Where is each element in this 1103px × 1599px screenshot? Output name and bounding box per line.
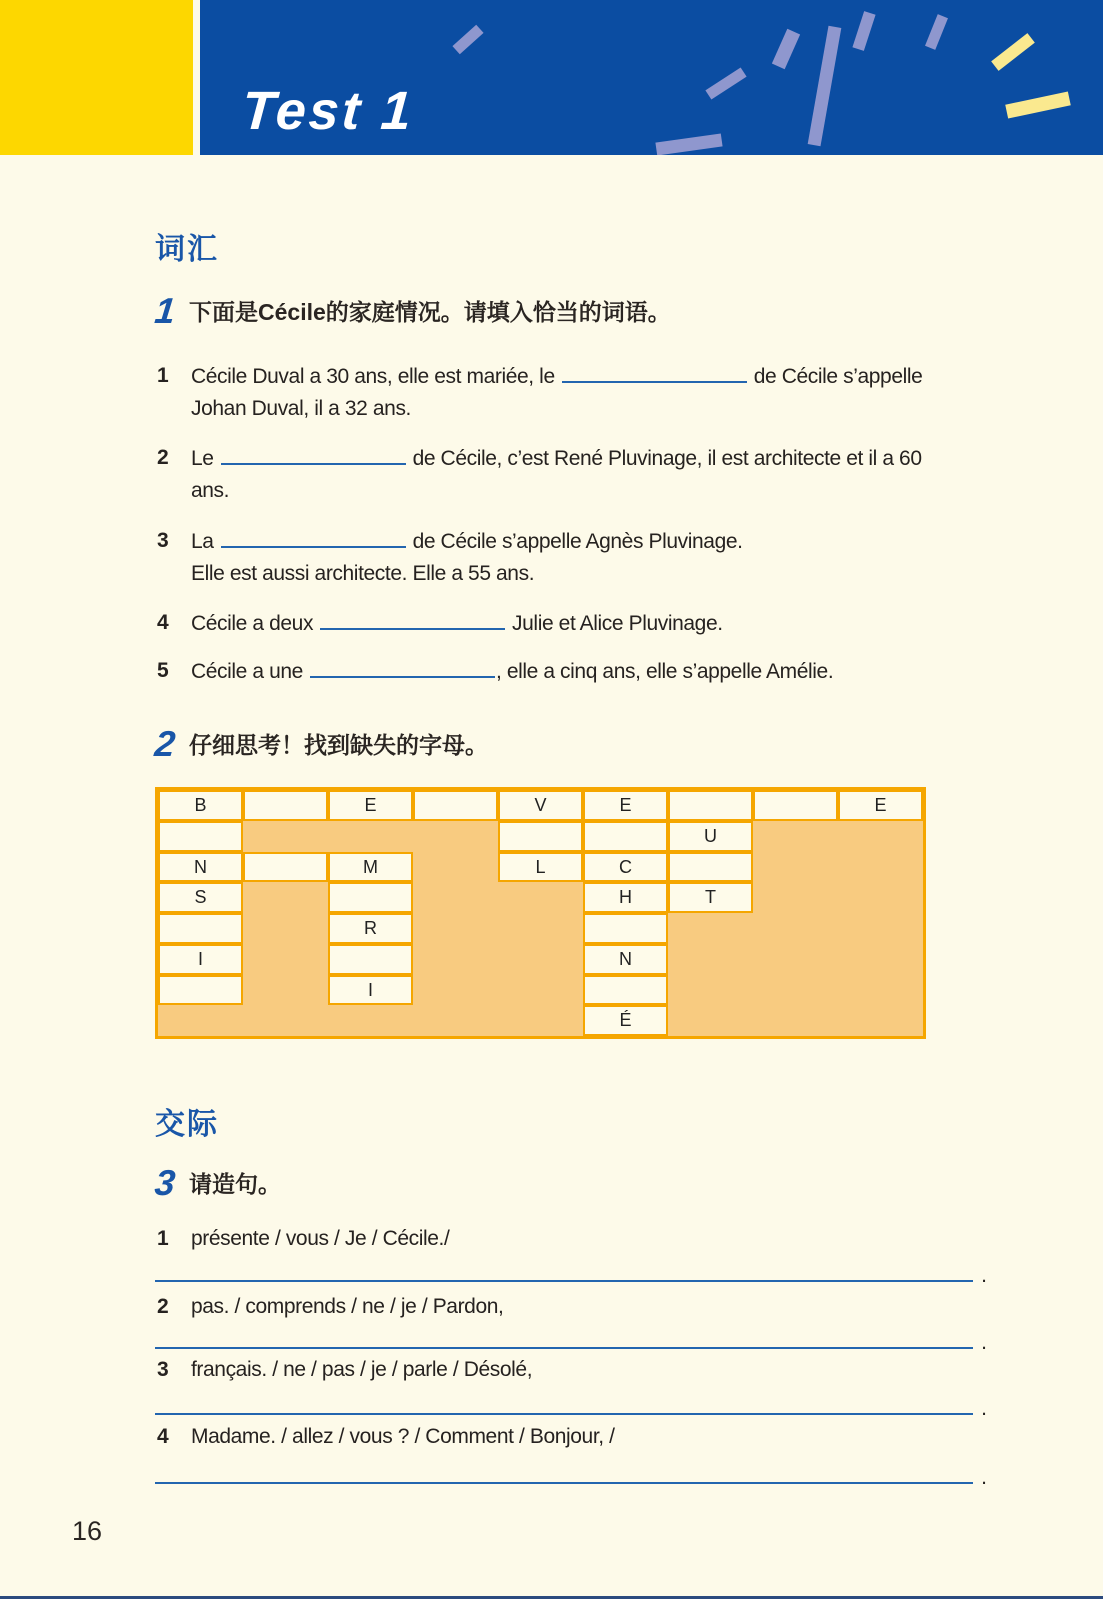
item-number: 2 <box>157 446 169 469</box>
answer-blank[interactable] <box>221 532 406 548</box>
answer-line[interactable] <box>155 1395 987 1420</box>
confetti-icon <box>655 133 722 155</box>
grid-letter-cell: M <box>328 852 413 883</box>
answer-blank[interactable] <box>221 449 406 465</box>
sentence-post: de Cécile, c’est René Pluvinage, il est architecte et il a 60 <box>412 447 922 470</box>
grid-letter-cell: L <box>498 852 583 883</box>
sentence-line1 <box>191 656 985 688</box>
grid-empty-cell[interactable] <box>498 821 583 852</box>
item-text <box>191 443 985 507</box>
grid-letter-cell: E <box>583 790 668 821</box>
answer-line[interactable] <box>155 1464 987 1489</box>
sentence-pre: Cécile a une <box>191 660 303 683</box>
grid-letter-cell: U <box>668 821 753 852</box>
grid-empty-cell[interactable] <box>583 975 668 1006</box>
header-divider <box>193 0 200 155</box>
page-number: 16 <box>72 1516 103 1546</box>
letter-grid <box>155 787 926 1039</box>
grid-letter-cell: I <box>158 944 243 975</box>
page-header <box>0 0 1103 155</box>
grid-empty-cell[interactable] <box>583 913 668 944</box>
confetti-icon <box>705 67 746 99</box>
grid-empty-cell[interactable] <box>583 821 668 852</box>
item-number: 3 <box>157 529 169 552</box>
sentence-line1 <box>191 361 985 393</box>
item-number: 2 <box>157 1295 169 1318</box>
exercise2-header <box>152 723 489 764</box>
line-terminator: . <box>981 1397 987 1420</box>
grid-letter-cell: I <box>328 975 413 1006</box>
sentence-pre: Cécile Duval a 30 ans, elle est mariée, le <box>191 365 555 388</box>
confetti-icon <box>852 11 875 51</box>
sentence-post: Julie et Alice Pluvinage. <box>512 612 723 635</box>
answer-line[interactable] <box>155 1262 987 1287</box>
item-number: 3 <box>157 1358 169 1381</box>
sentence-line2: ans. <box>191 479 230 502</box>
confetti-icon <box>808 26 842 146</box>
grid-letter-cell: É <box>583 1005 668 1036</box>
grid-empty-cell[interactable] <box>328 944 413 975</box>
item-text <box>191 361 985 425</box>
scrambled-words: français. / ne / pas / je / parle / Désolé, <box>191 1358 533 1381</box>
sentence-line1 <box>191 443 985 475</box>
item-text <box>191 608 985 640</box>
grid-letter-cell: N <box>583 944 668 975</box>
exercise1-instruction: 下面是Cécile的家庭情况。请填入恰当的词语。 <box>189 299 671 325</box>
section-heading-communication: 交际 <box>155 1108 219 1141</box>
item-text <box>191 656 985 688</box>
item-number: 4 <box>157 1425 169 1448</box>
confetti-icon <box>1005 91 1071 118</box>
sentence-pre: Cécile a deux <box>191 612 314 635</box>
scrambled-words: pas. / comprends / ne / je / Pardon, <box>191 1295 504 1318</box>
answer-blank[interactable] <box>562 367 747 383</box>
exercise-number: 1 <box>152 290 178 331</box>
grid-letter-cell: H <box>583 882 668 913</box>
confetti-icon <box>925 14 948 50</box>
yellow-corner-block <box>0 0 193 155</box>
answer-line[interactable] <box>155 1329 987 1354</box>
grid-empty-cell[interactable] <box>328 882 413 913</box>
section-heading-vocabulary: 词汇 <box>155 233 219 266</box>
grid-empty-cell[interactable] <box>243 852 328 883</box>
sentence-line1 <box>191 608 985 640</box>
exercise1-header <box>152 290 671 331</box>
sentence-post: de Cécile s’appelle <box>753 365 923 388</box>
item-number: 1 <box>157 1227 169 1250</box>
line-terminator: . <box>981 1466 987 1489</box>
sentence-pre: Le <box>191 447 214 470</box>
grid-letter-cell: R <box>328 913 413 944</box>
grid-empty-cell[interactable] <box>243 790 328 821</box>
grid-empty-cell[interactable] <box>158 821 243 852</box>
grid-letter-cell: E <box>328 790 413 821</box>
confetti-icon <box>991 33 1035 71</box>
grid-empty-cell[interactable] <box>668 790 753 821</box>
answer-blank[interactable] <box>320 614 505 630</box>
scrambled-words: Madame. / allez / vous ? / Comment / Bonjour, / <box>191 1425 615 1448</box>
grid-letter-cell: N <box>158 852 243 883</box>
line-terminator: . <box>981 1331 987 1354</box>
item-number: 5 <box>157 659 169 682</box>
sentence-line2: Elle est aussi architecte. Elle a 55 ans. <box>191 562 535 585</box>
grid-empty-cell[interactable] <box>158 913 243 944</box>
exercise3-header <box>152 1162 282 1203</box>
item-number: 4 <box>157 611 169 634</box>
grid-letter-cell: E <box>838 790 923 821</box>
scrambled-words: présente / vous / Je / Cécile./ <box>191 1227 450 1250</box>
sentence-line1 <box>191 526 985 558</box>
grid-empty-cell[interactable] <box>753 790 838 821</box>
grid-empty-cell[interactable] <box>668 852 753 883</box>
confetti-icon <box>772 29 800 69</box>
grid-letter-cell: C <box>583 852 668 883</box>
grid-empty-cell[interactable] <box>413 790 498 821</box>
exercise-number: 3 <box>152 1162 178 1203</box>
title-band <box>200 0 1103 155</box>
sentence-post: , elle a cinq ans, elle s’appelle Amélie. <box>495 660 834 683</box>
page-title: Test 1 <box>239 81 417 141</box>
item-text <box>191 526 985 590</box>
grid-letter-cell: S <box>158 882 243 913</box>
grid-empty-cell[interactable] <box>158 975 243 1006</box>
exercise-number: 2 <box>152 723 178 764</box>
sentence-line2: Johan Duval, il a 32 ans. <box>191 397 411 420</box>
sentence-post: de Cécile s’appelle Agnès Pluvinage. <box>412 530 743 553</box>
confetti-icon <box>452 25 483 55</box>
item-number: 1 <box>157 364 169 387</box>
line-terminator: . <box>981 1264 987 1287</box>
answer-blank[interactable] <box>310 662 495 678</box>
grid-letter-cell: V <box>498 790 583 821</box>
exercise3-instruction: 请造句。 <box>189 1171 282 1197</box>
grid-letter-cell: B <box>158 790 243 821</box>
grid-letter-cell: T <box>668 882 753 913</box>
exercise2-instruction: 仔细思考！找到缺失的字母。 <box>189 732 489 758</box>
sentence-pre: La <box>191 530 214 553</box>
